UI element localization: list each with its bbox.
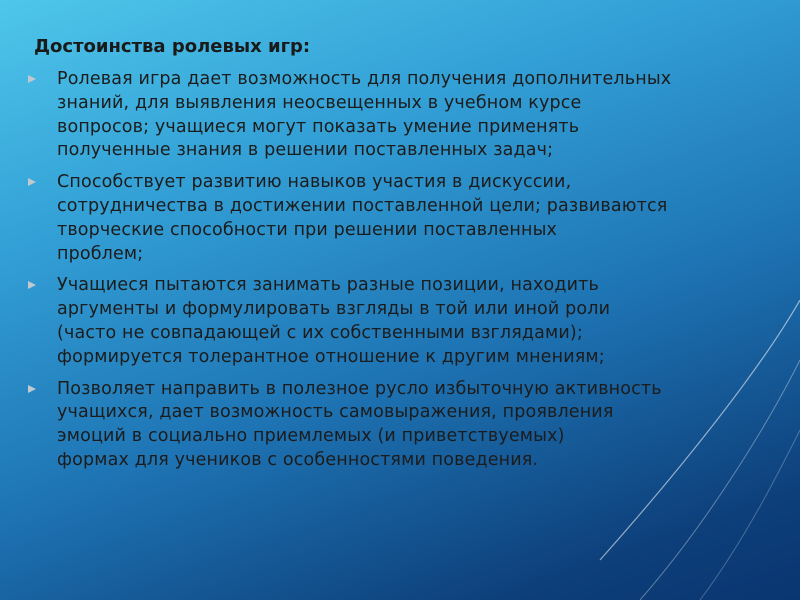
bullet-text-line: Способствует развитию навыков участия в дискуссии, — [57, 172, 572, 193]
bullet-text-line: вопросов; учащиеся могут показать умение применять — [57, 116, 580, 137]
bullet-text-line: проблем; — [57, 243, 144, 264]
bullet-text-line: аргументы и формулировать взгляды в той или иной роли — [57, 299, 611, 320]
slide-content — [28, 36, 776, 481]
bullet-arrow-icon — [28, 178, 36, 186]
bullet-text-line: знаний, для выявления неосвещенных в учебном курсе — [57, 92, 582, 113]
bullet-text-line: (часто не совпадающей с их собственными взглядами); — [57, 322, 583, 343]
bullet-item-1 — [28, 68, 776, 163]
bullet-item-2 — [28, 171, 776, 266]
bullet-text-line: полученные знания в решении поставленных задач; — [57, 140, 554, 161]
bullet-arrow-icon — [28, 281, 36, 289]
bullet-text-line: учащихся, дает возможность самовыражения, проявления — [57, 402, 614, 423]
bullet-text-line: формируется толерантное отношение к другим мнениям; — [57, 346, 605, 367]
bullet-item-4 — [28, 378, 776, 473]
bullet-text-line: творческие способности при решении поставленных — [57, 219, 558, 240]
bullet-item-3 — [28, 274, 776, 369]
bullet-text-line: Ролевая игра дает возможность для получения дополнительных — [57, 69, 672, 89]
bullet-text-line: Учащиеся пытаются занимать разные позиции, находить — [57, 275, 599, 296]
slide-title: Достоинства ролевых игр: — [34, 36, 311, 57]
bullet-text-line: формах для учеников с особенностями поведения. — [57, 449, 539, 470]
bullet-text-line: эмоций в социально приемлемых (и приветствуемых) — [57, 426, 565, 447]
bullet-arrow-icon — [28, 75, 36, 83]
bullet-arrow-icon — [28, 385, 36, 393]
bullet-list — [28, 68, 776, 473]
bullet-text-line: Позволяет направить в полезное русло избыточную активность — [57, 378, 662, 399]
bullet-text-line: сотрудничества в достижении поставленной цели; развиваются — [57, 195, 668, 216]
